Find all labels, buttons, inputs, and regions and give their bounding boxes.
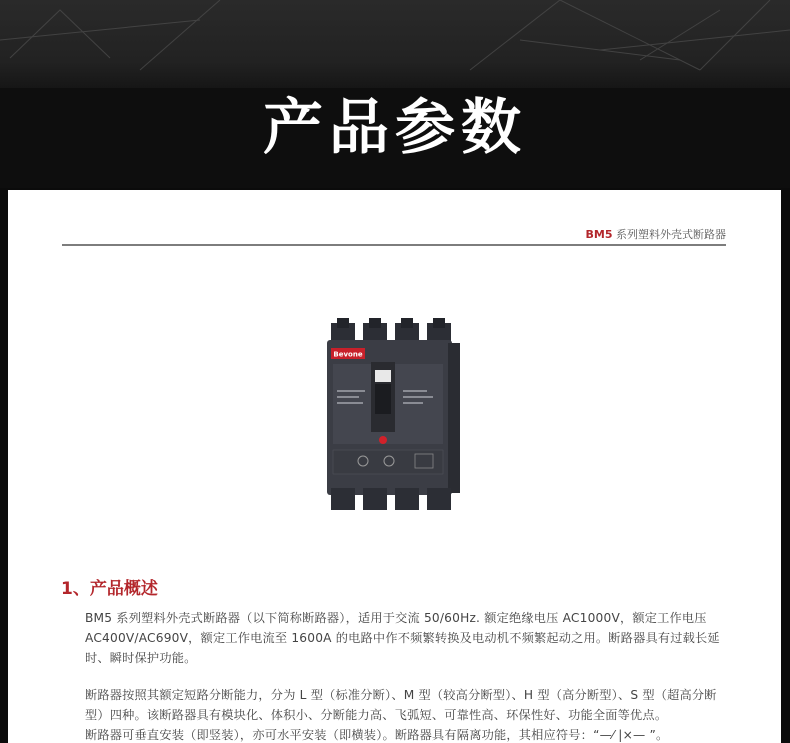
header-text: 系列塑料外壳式断路器 bbox=[616, 228, 726, 241]
paragraph-overview-1: BM5 系列塑料外壳式断路器（以下简称断路器），适用于交流 50/60Hz. 额定绝缘电压 AC1000V，额定工作电压 AC400V/AC690V，额定工作电流至 1600A 的电路中作不频繁转换及电动机不频繁起动之用。断路器具有过载长延时、瞬时保护功能。 bbox=[85, 611, 720, 665]
section-title-overview: 1、产品概述 bbox=[61, 579, 158, 599]
document-page bbox=[8, 190, 781, 743]
paragraph-overview-2: 断路器按照其额定短路分断能力，分为 L 型（标准分断）、M 型（较高分断型）、H 型（高分断型）、S 型（超高分断型）四种。该断路器具有模块化、体积小、分断能力高、飞弧短、可靠性高、环保性好、功能全面等优点。 bbox=[85, 688, 717, 722]
document-header bbox=[586, 226, 726, 242]
circuit-breaker-illustration bbox=[323, 318, 468, 518]
banner-title: 产品参数 bbox=[263, 93, 527, 163]
grid-texture-graphic bbox=[0, 0, 790, 88]
brand-label: Bevone bbox=[333, 350, 363, 359]
paragraph-overview-3: 断路器可垂直安装（即竖装），亦可水平安装（即横装）。断路器具有隔离功能，其相应符号：“—⁄ |×— ”。 bbox=[85, 728, 669, 742]
header-rule bbox=[62, 244, 726, 246]
header-brand: BM5 bbox=[585, 228, 613, 241]
banner bbox=[0, 0, 790, 188]
banner-texture bbox=[0, 0, 790, 88]
product-image-breaker bbox=[323, 318, 468, 518]
